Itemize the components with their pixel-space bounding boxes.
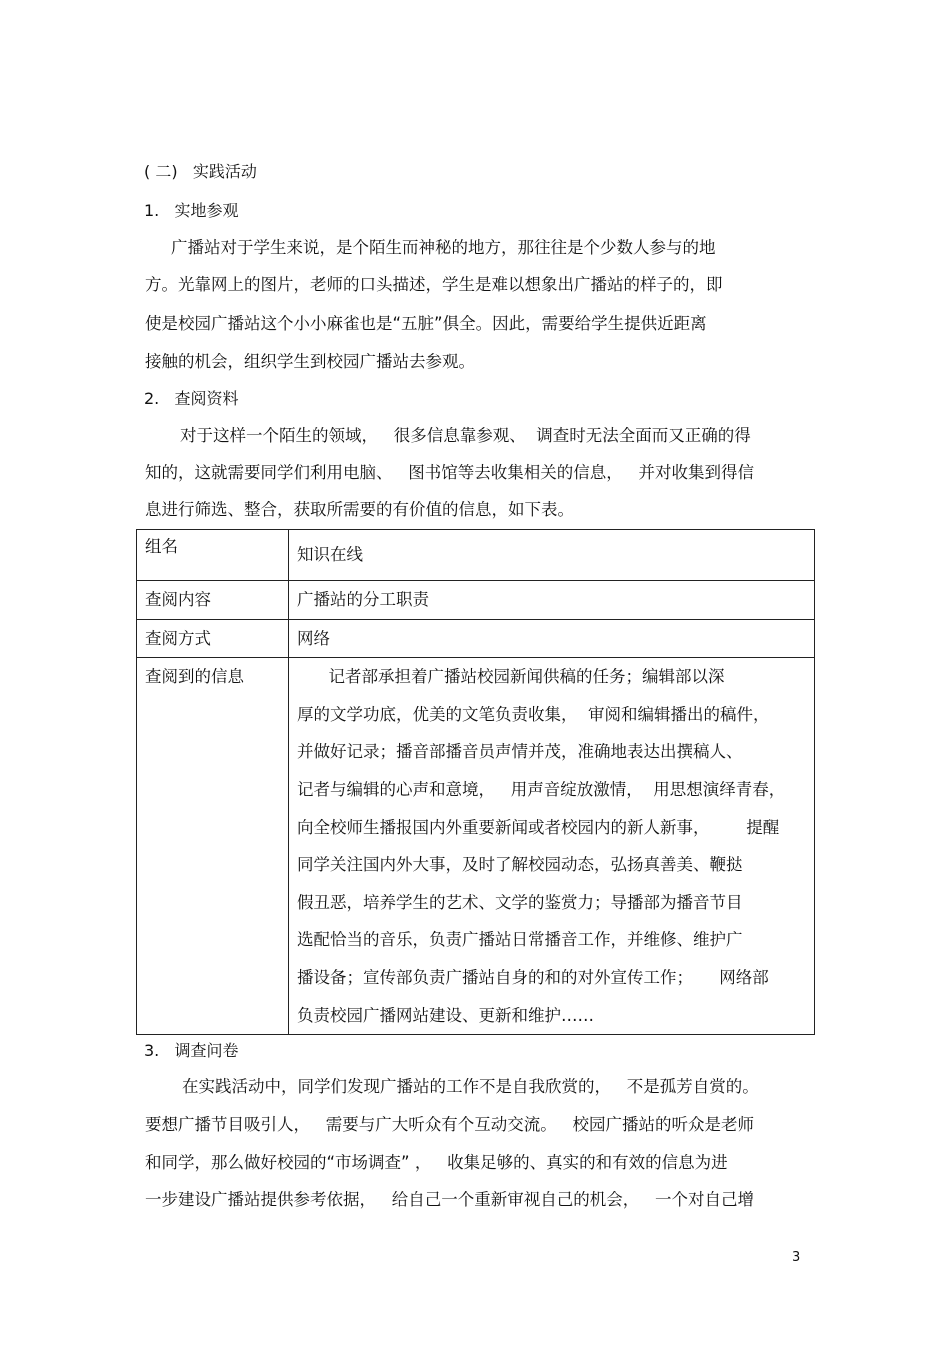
table-row (137, 658, 815, 1035)
section-heading: ( 二) 实践活动 (144, 162, 257, 181)
table-label-cell: 查阅内容 (137, 581, 289, 620)
table-value-cell: 知识在线 (289, 530, 815, 581)
info-table (136, 529, 815, 1035)
table-row (137, 619, 815, 658)
item1-paragraph-line: 广播站对于学生来说，是个陌生而神秘的地方，那往往是个少数人参与的地 (171, 238, 716, 257)
table-value-line: 负责校园广播网站建设、更新和维护…… (297, 1005, 594, 1025)
item3-paragraph-line: 一步建设广播站提供参考依据， 给自己一个重新审视自己的机会， 一个对自己增 (145, 1190, 754, 1209)
table-row (137, 530, 815, 581)
page-number: 3 (792, 1250, 801, 1265)
table-value-cell: 网络 (289, 619, 815, 658)
table-value-line: 并做好记录；播音部播音员声情并茂，准确地表达出撰稿人、 (297, 742, 743, 762)
table-value-cell (289, 658, 815, 1035)
table-row (137, 581, 815, 620)
item2-title: 2. 查阅资料 (144, 389, 239, 408)
table-value-line: 记者部承担着广播站校园新闻供稿的任务；编辑部以深 (297, 667, 725, 687)
item2-paragraph-line: 息进行筛选、整合，获取所需要的有价值的信息，如下表。 (145, 500, 574, 519)
item2-paragraph-line: 知的，这就需要同学们利用电脑、 图书馆等去收集相关的信息， 并对收集到得信 (145, 463, 754, 482)
table-value-line: 选配恰当的音乐，负责广播站日常播音工作，并维修、维护广 (297, 930, 743, 950)
item2-paragraph-line: 对于这样一个陌生的领域， 很多信息靠参观、 调查时无法全面而又正确的得 (180, 426, 751, 445)
table-value-line: 同学关注国内外大事，及时了解校园动态，弘扬真善美、鞭挞 (297, 855, 743, 875)
item3-title: 3. 调查问卷 (144, 1041, 239, 1060)
table-label-cell: 查阅到的信息 (137, 658, 289, 1035)
item3-paragraph-line: 和同学，那么做好校园的“市场调查” ， 收集足够的、真实的和有效的信息为进 (145, 1153, 728, 1172)
table-value-line: 向全校师生播报国内外重要新闻或者校园内的新人新事， 提醒 (297, 817, 780, 837)
table-label-cell: 查阅方式 (137, 619, 289, 658)
table-value-line: 厚的文学功底，优美的文笔负责收集， 审阅和编辑播出的稿件， (297, 704, 770, 724)
item1-paragraph-line: 使是校园广播站这个小小麻雀也是“五脏”俱全。因此，需要给学生提供近距离 (145, 314, 707, 333)
item3-paragraph-line: 在实践活动中，同学们发现广播站的工作不是自我欣赏的， 不是孤芳自赏的。 (182, 1077, 759, 1096)
item1-paragraph-line: 接触的机会，组织学生到校园广播站去参观。 (145, 352, 475, 371)
table-value-line: 记者与编辑的心声和意境， 用声音绽放激情， 用思想演绎青春， (297, 779, 786, 799)
table-value-line: 假丑恶，培养学生的艺术、文学的鉴赏力；导播部为播音节目 (297, 892, 743, 912)
item1-title: 1. 实地参观 (144, 201, 239, 220)
table-value-cell: 广播站的分工职责 (289, 581, 815, 620)
item3-paragraph-line: 要想广播节目吸引人， 需要与广大听众有个互动交流。 校园广播站的听众是老师 (145, 1115, 754, 1134)
table-value-line: 播设备；宣传部负责广播站自身的和的对外宣传工作； 网络部 (297, 967, 769, 987)
table-label-cell: 组名 (137, 530, 289, 581)
item1-paragraph-line: 方。光靠网上的图片，老师的口头描述，学生是难以想象出广播站的样子的，即 (145, 275, 723, 294)
